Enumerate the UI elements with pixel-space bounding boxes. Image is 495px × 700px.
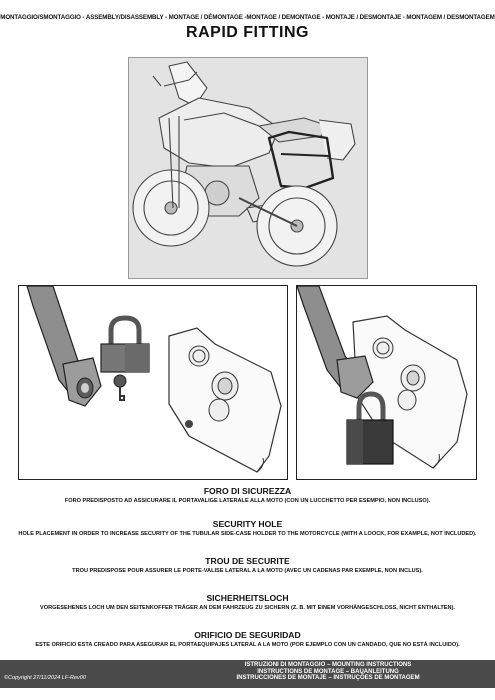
padlock-installed-drawing: [297, 286, 475, 478]
section-text: TROU PREDISPOSE POUR ASSURER LE PORTE-VALISE LATERAL A LA MOTO (AVEC UN CADENAS PAR EXEMPLE, NON INCLUS).: [72, 568, 423, 574]
section-text: HOLE PLACEMENT IN ORDER TO INCREASE SECURITY OF THE TUBULAR SIDE-CASE HOLDER TO THE MOTORCYCLE (WITH A LOOCK, FOR EXAMPLE, NOT INCLUDED).: [18, 531, 477, 537]
copyright-text: ©Copyright 27/11/2024 LF-Rev00: [4, 675, 86, 681]
footer-bar: [0, 660, 495, 688]
section-text: ESTE ORIFICIO ESTA CREADO PARA ASEGURAR EL PORTAEQUIPAJES LATERAL A LA MOTO (POR EJEMPLO CON UN CANDADO, QUE NO ESTÁ INCLUIDO).: [35, 642, 460, 648]
section-text: FORO PREDISPOSTO AD ASSICURARE IL PORTAVALIGE LATERALE ALLA MOTO (CON UN LUCCHETTO PER ESEMPIO, NON INCLUSO).: [64, 498, 431, 504]
section-spanish: [0, 630, 495, 649]
detail-panel-before: [18, 285, 288, 480]
detail-panel-after: [296, 285, 477, 480]
section-text: VORGESEHENES LOCH UM DEN SEITENKOFFER TRÄGER AN DEM FAHRZEUG ZU SICHERN (Z. B. MIT EINEM VORHÄNGESCHLOSS, NICHT ENTHALTEN).: [40, 605, 455, 611]
page-title: RAPID FITTING: [186, 24, 309, 41]
section-heading: FORO DI SICUREZZA: [203, 486, 292, 496]
section-french: [0, 556, 495, 575]
section-german: [0, 593, 495, 612]
section-heading: SICHERHEITSLOCH: [206, 593, 289, 603]
section-heading: ORIFICIO DE SEGURIDAD: [194, 630, 301, 640]
footer-instructions: [198, 662, 458, 682]
section-heading: TROU DE SECURITE: [205, 556, 290, 566]
security-hole-detail-drawing: [19, 286, 286, 478]
footer-line: INSTRUCTIONS DE MONTAGE – BAUANLEITUNG: [257, 668, 399, 675]
header-languages-line: MONTAGGIO/SMONTAGGIO - ASSEMBLY/DISASSEMBLY - MONTAGE / DÉMONTAGE -MONTAGE / DEMONTAGE - MONTAJE / DESMONTAJE - MONTAGEM / DESMONTAGEM: [0, 14, 495, 21]
section-italian: [0, 486, 495, 505]
motorcycle-illustration: [128, 57, 368, 279]
motorcycle-drawing: [129, 58, 367, 278]
section-english: [0, 519, 495, 538]
section-heading: SECURITY HOLE: [212, 519, 283, 529]
footer-line: ISTRUZIONI DI MONTAGGIO – MOUNTING INSTRUCTIONS: [244, 662, 412, 668]
footer-line: INSTRUCCIONES DE MONTAJE – INSTRUÇÕES DE MONTAGEM: [236, 675, 420, 682]
